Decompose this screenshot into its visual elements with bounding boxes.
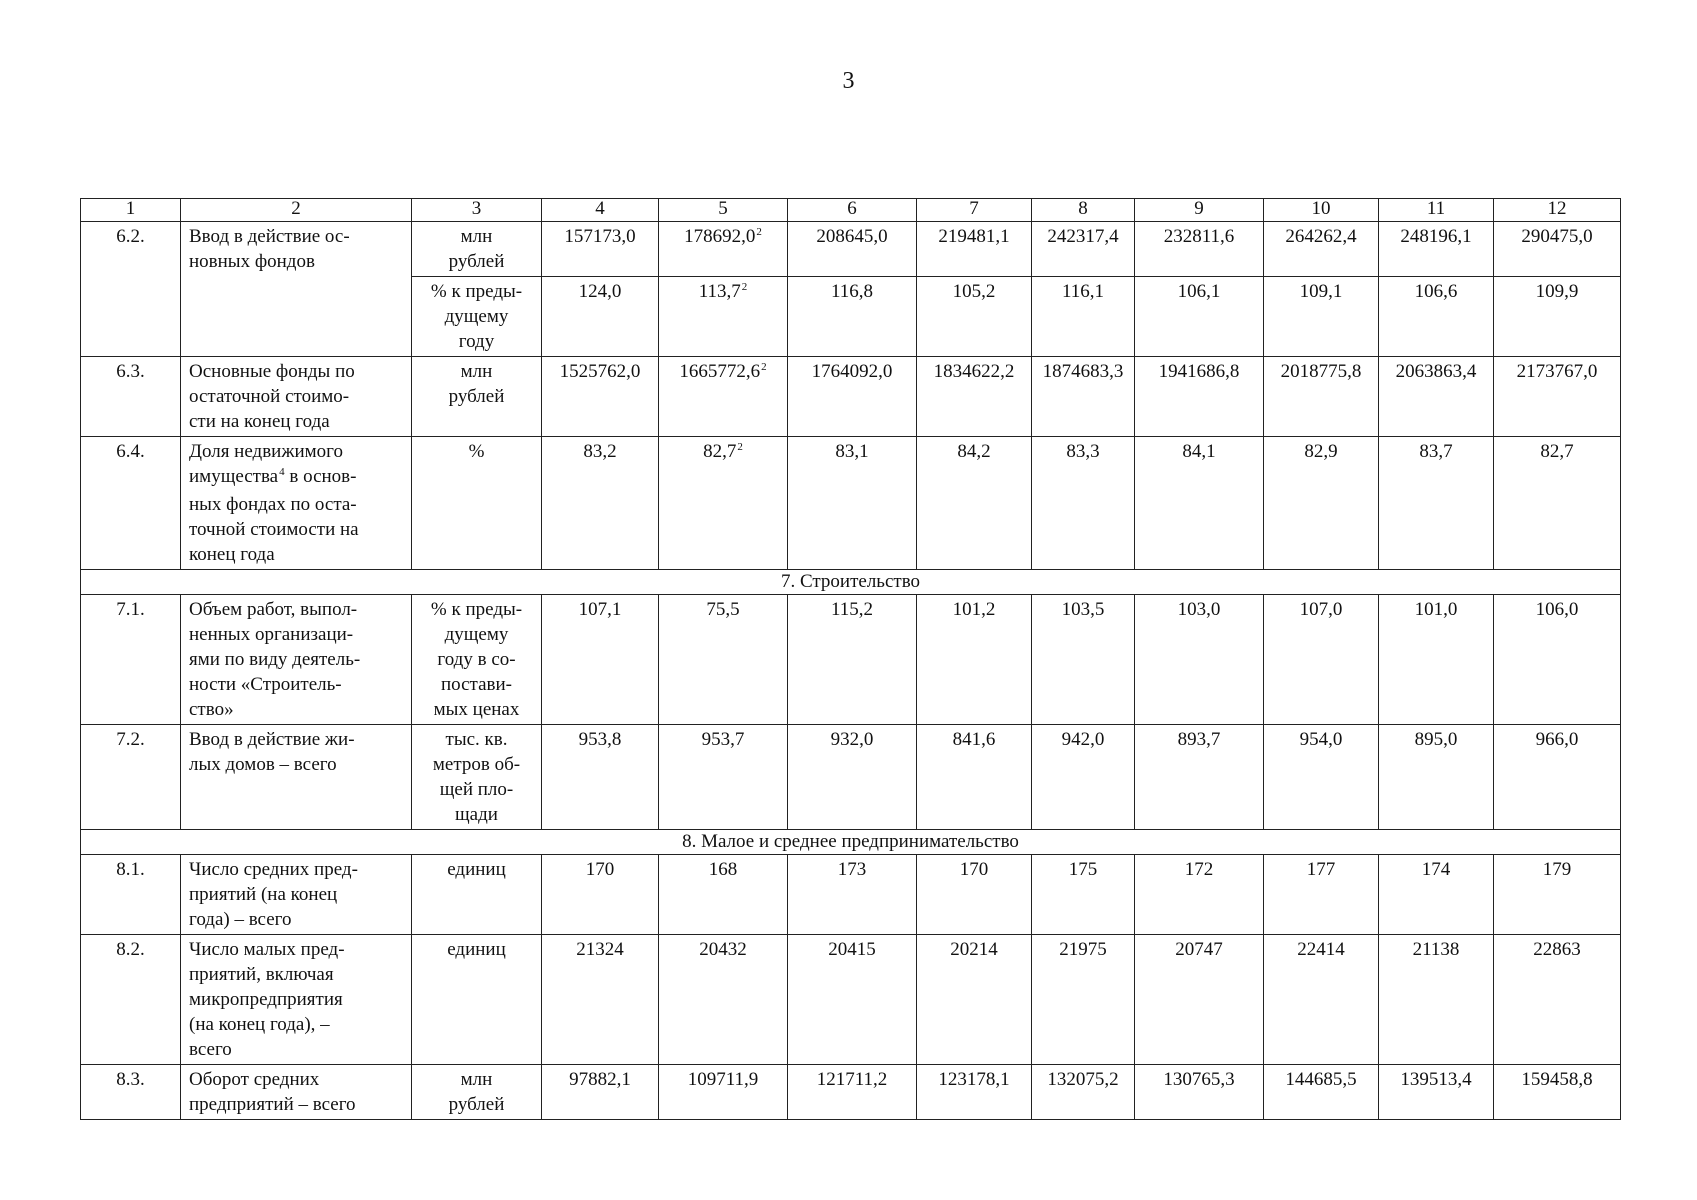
table-body xyxy=(81,199,1621,1120)
column-number: 4 xyxy=(542,199,659,222)
value-cell xyxy=(917,595,1032,725)
unit-of-measure: единиц xyxy=(412,855,542,935)
value-cell xyxy=(1135,437,1264,570)
value-text: 170 xyxy=(585,859,615,880)
column-number-row xyxy=(81,199,1621,222)
value-text: 109,9 xyxy=(1535,281,1579,302)
value-cell xyxy=(917,725,1032,830)
value-cell xyxy=(1264,855,1379,935)
indicator-name xyxy=(181,437,412,570)
value-text: 895,0 xyxy=(1414,729,1458,750)
value-text: 175 xyxy=(1068,859,1098,880)
value-cell xyxy=(659,357,788,437)
value-text: 106,1 xyxy=(1177,281,1221,302)
value-text: 954,0 xyxy=(1299,729,1343,750)
value-cell xyxy=(788,437,917,570)
value-text: 132075,2 xyxy=(1047,1069,1119,1090)
table-row xyxy=(81,357,1621,437)
footnote-mark: 2 xyxy=(737,441,743,453)
value-text: 121711,2 xyxy=(816,1069,888,1090)
value-text: 1874683,3 xyxy=(1042,361,1124,382)
value-text: 159458,8 xyxy=(1521,1069,1593,1090)
table-row xyxy=(81,595,1621,725)
value-text: 1764092,0 xyxy=(811,361,893,382)
unit-of-measure: тыс. кв. метров об- щей пло- щади xyxy=(412,725,542,830)
section-title: 8. Малое и среднее предпринимательство xyxy=(81,830,1621,855)
value-cell xyxy=(659,222,788,277)
value-text: 116,1 xyxy=(1061,281,1105,302)
value-text: 82,7 xyxy=(1540,441,1574,462)
value-cell xyxy=(788,222,917,277)
value-cell xyxy=(1379,855,1494,935)
footnote-mark: 4 xyxy=(279,466,285,478)
value-cell xyxy=(542,725,659,830)
value-cell xyxy=(1494,725,1621,830)
value-cell xyxy=(542,357,659,437)
value-cell xyxy=(788,595,917,725)
value-cell xyxy=(542,437,659,570)
column-number: 10 xyxy=(1264,199,1379,222)
value-text: 101,0 xyxy=(1414,599,1458,620)
value-text: 109711,9 xyxy=(687,1069,759,1090)
value-text: 170 xyxy=(959,859,989,880)
value-cell xyxy=(1264,595,1379,725)
value-text: 139513,4 xyxy=(1400,1069,1472,1090)
value-cell xyxy=(788,277,917,357)
value-text: 1665772,6 xyxy=(679,361,761,382)
value-text: 953,7 xyxy=(701,729,745,750)
value-cell xyxy=(1135,855,1264,935)
value-text: 21138 xyxy=(1412,939,1460,960)
value-text: 20747 xyxy=(1175,939,1223,960)
value-cell xyxy=(1135,935,1264,1065)
value-text: 172 xyxy=(1184,859,1214,880)
row-number: 6.2. xyxy=(81,222,181,357)
section-title: 7. Строительство xyxy=(81,570,1621,595)
value-text: 84,1 xyxy=(1182,441,1216,462)
value-text: 942,0 xyxy=(1061,729,1105,750)
value-cell xyxy=(1379,437,1494,570)
value-cell xyxy=(917,855,1032,935)
value-text: 208645,0 xyxy=(816,226,888,247)
value-text: 124,0 xyxy=(578,281,622,302)
value-text: 966,0 xyxy=(1535,729,1579,750)
indicator-name: Ввод в действие жи- лых домов – всего xyxy=(181,725,412,830)
value-text: 841,6 xyxy=(952,729,996,750)
value-text: 83,3 xyxy=(1066,441,1100,462)
value-text: 22863 xyxy=(1533,939,1581,960)
value-cell xyxy=(1494,1065,1621,1120)
value-cell xyxy=(917,277,1032,357)
value-cell xyxy=(1264,277,1379,357)
value-cell xyxy=(917,1065,1032,1120)
indicator-name: Основные фонды по остаточной стоимо- сти на конец года xyxy=(181,357,412,437)
table-row xyxy=(81,222,1621,277)
value-text: 83,7 xyxy=(1419,441,1453,462)
value-text: 248196,1 xyxy=(1400,226,1472,247)
value-text: 123178,1 xyxy=(938,1069,1010,1090)
value-text: 290475,0 xyxy=(1521,226,1593,247)
value-cell xyxy=(542,935,659,1065)
unit-of-measure: млн рублей xyxy=(412,1065,542,1120)
value-cell xyxy=(1379,222,1494,277)
column-number: 8 xyxy=(1032,199,1135,222)
value-cell xyxy=(788,725,917,830)
column-number: 6 xyxy=(788,199,917,222)
unit-of-measure: % к преды- дущему году xyxy=(412,277,542,357)
indicator-name: Ввод в действие ос- новных фондов xyxy=(181,222,412,357)
value-text: 109,1 xyxy=(1299,281,1343,302)
value-cell xyxy=(659,595,788,725)
column-number: 2 xyxy=(181,199,412,222)
value-cell xyxy=(917,935,1032,1065)
value-text: 83,1 xyxy=(835,441,869,462)
value-cell xyxy=(1264,437,1379,570)
value-text: 20432 xyxy=(699,939,747,960)
footnote-mark: 2 xyxy=(761,361,767,373)
indicator-name: Число малых пред- приятий, включая микропредприятия (на конец года), – всего xyxy=(181,935,412,1065)
value-text: 20415 xyxy=(828,939,876,960)
value-cell xyxy=(1494,277,1621,357)
value-text: 103,0 xyxy=(1177,599,1221,620)
row-number: 6.4. xyxy=(81,437,181,570)
section-header-row xyxy=(81,830,1621,855)
value-cell xyxy=(659,935,788,1065)
value-text: 116,8 xyxy=(830,281,874,302)
value-text: 232811,6 xyxy=(1163,226,1235,247)
value-text: 1941686,8 xyxy=(1158,361,1240,382)
footnote-mark: 2 xyxy=(741,281,748,293)
value-cell xyxy=(1494,855,1621,935)
table-row xyxy=(81,1065,1621,1120)
value-text: 242317,4 xyxy=(1047,226,1119,247)
table-row xyxy=(81,935,1621,1065)
value-cell xyxy=(1032,935,1135,1065)
value-cell xyxy=(659,437,788,570)
column-number: 1 xyxy=(81,199,181,222)
value-text: 219481,1 xyxy=(938,226,1010,247)
value-cell xyxy=(1032,595,1135,725)
value-text: 106,0 xyxy=(1535,599,1579,620)
value-cell xyxy=(1135,277,1264,357)
value-cell xyxy=(542,222,659,277)
column-number: 11 xyxy=(1379,199,1494,222)
value-cell xyxy=(1494,595,1621,725)
value-text: 113,7 xyxy=(698,281,741,302)
indicators-table xyxy=(80,198,1621,1120)
value-text: 893,7 xyxy=(1177,729,1221,750)
value-text: 82,9 xyxy=(1304,441,1338,462)
indicator-name: Оборот средних предприятий – всего xyxy=(181,1065,412,1120)
value-text: 932,0 xyxy=(830,729,874,750)
value-cell xyxy=(1494,935,1621,1065)
value-cell xyxy=(1032,357,1135,437)
unit-of-measure: млн рублей xyxy=(412,222,542,277)
value-cell xyxy=(1264,725,1379,830)
section-header-row xyxy=(81,570,1621,595)
value-text: 2173767,0 xyxy=(1516,361,1598,382)
value-cell xyxy=(542,855,659,935)
column-number: 7 xyxy=(917,199,1032,222)
value-cell xyxy=(542,1065,659,1120)
column-number: 3 xyxy=(412,199,542,222)
value-cell xyxy=(1494,357,1621,437)
table-row xyxy=(81,855,1621,935)
value-cell xyxy=(1032,437,1135,570)
column-number: 12 xyxy=(1494,199,1621,222)
value-text: 174 xyxy=(1421,859,1451,880)
value-cell xyxy=(1379,935,1494,1065)
value-text: 157173,0 xyxy=(564,226,636,247)
footnote-mark: 2 xyxy=(756,226,762,238)
value-cell xyxy=(1379,357,1494,437)
value-cell xyxy=(1494,437,1621,570)
value-text: 2063863,4 xyxy=(1395,361,1477,382)
row-number: 6.3. xyxy=(81,357,181,437)
value-text: 1525762,0 xyxy=(559,361,641,382)
column-number: 9 xyxy=(1135,199,1264,222)
indicator-name-part: в основ- ных фондах по оста- точной стоимости на конец года xyxy=(189,466,359,565)
indicator-name: Объем работ, выпол- ненных организаци- ями по виду деятель- ности «Строитель- ство» xyxy=(181,595,412,725)
value-cell xyxy=(917,222,1032,277)
value-text: 173 xyxy=(837,859,867,880)
value-cell xyxy=(788,357,917,437)
value-cell xyxy=(1379,1065,1494,1120)
row-number: 8.3. xyxy=(81,1065,181,1120)
value-text: 1834622,2 xyxy=(933,361,1015,382)
value-cell xyxy=(659,1065,788,1120)
page-number: 3 xyxy=(842,68,855,94)
value-cell xyxy=(1032,725,1135,830)
table-row xyxy=(81,725,1621,830)
value-cell xyxy=(1135,595,1264,725)
value-text: 264262,4 xyxy=(1285,226,1357,247)
value-text: 107,0 xyxy=(1299,599,1343,620)
unit-of-measure: % к преды- дущему году в со- постави- мых ценах xyxy=(412,595,542,725)
value-text: 179 xyxy=(1542,859,1572,880)
value-cell xyxy=(1032,1065,1135,1120)
value-text: 21324 xyxy=(576,939,624,960)
value-cell xyxy=(1264,935,1379,1065)
value-cell xyxy=(917,357,1032,437)
value-cell xyxy=(542,277,659,357)
value-cell xyxy=(788,855,917,935)
value-cell xyxy=(1379,725,1494,830)
value-text: 144685,5 xyxy=(1285,1069,1357,1090)
row-number: 8.1. xyxy=(81,855,181,935)
row-number: 8.2. xyxy=(81,935,181,1065)
value-text: 22414 xyxy=(1297,939,1345,960)
value-text: 105,2 xyxy=(952,281,996,302)
value-cell xyxy=(1135,357,1264,437)
value-cell xyxy=(1494,222,1621,277)
value-cell xyxy=(788,935,917,1065)
value-cell xyxy=(1032,222,1135,277)
value-cell xyxy=(1264,357,1379,437)
value-text: 103,5 xyxy=(1061,599,1105,620)
value-cell xyxy=(1264,1065,1379,1120)
value-text: 20214 xyxy=(950,939,998,960)
row-number: 7.2. xyxy=(81,725,181,830)
value-text: 168 xyxy=(708,859,738,880)
value-cell xyxy=(1032,855,1135,935)
value-text: 107,1 xyxy=(578,599,622,620)
value-text: 2018775,8 xyxy=(1280,361,1362,382)
value-text: 97882,1 xyxy=(569,1069,631,1090)
value-text: 84,2 xyxy=(957,441,991,462)
unit-of-measure: млн рублей xyxy=(412,357,542,437)
unit-of-measure: % xyxy=(412,437,542,570)
value-cell xyxy=(1135,222,1264,277)
value-cell xyxy=(659,855,788,935)
value-text: 75,5 xyxy=(706,599,740,620)
value-cell xyxy=(1264,222,1379,277)
value-cell xyxy=(542,595,659,725)
value-cell xyxy=(1135,1065,1264,1120)
value-cell xyxy=(917,437,1032,570)
value-cell xyxy=(1135,725,1264,830)
value-text: 106,6 xyxy=(1414,281,1458,302)
value-text: 177 xyxy=(1306,859,1336,880)
value-cell xyxy=(788,1065,917,1120)
column-number: 5 xyxy=(659,199,788,222)
value-text: 953,8 xyxy=(578,729,622,750)
table-row xyxy=(81,437,1621,570)
row-number: 7.1. xyxy=(81,595,181,725)
value-text: 115,2 xyxy=(830,599,874,620)
indicator-name: Число средних пред- приятий (на конец года) – всего xyxy=(181,855,412,935)
value-cell xyxy=(659,725,788,830)
value-text: 178692,0 xyxy=(684,226,756,247)
value-text: 130765,3 xyxy=(1163,1069,1235,1090)
value-cell xyxy=(1379,595,1494,725)
value-text: 21975 xyxy=(1059,939,1107,960)
value-cell xyxy=(659,277,788,357)
indicator-name-part: Доля недвижимого имущества xyxy=(189,441,343,487)
value-cell xyxy=(1379,277,1494,357)
value-cell xyxy=(1032,277,1135,357)
value-text: 82,7 xyxy=(703,441,737,462)
unit-of-measure: единиц xyxy=(412,935,542,1065)
value-text: 101,2 xyxy=(952,599,996,620)
value-text: 83,2 xyxy=(583,441,617,462)
